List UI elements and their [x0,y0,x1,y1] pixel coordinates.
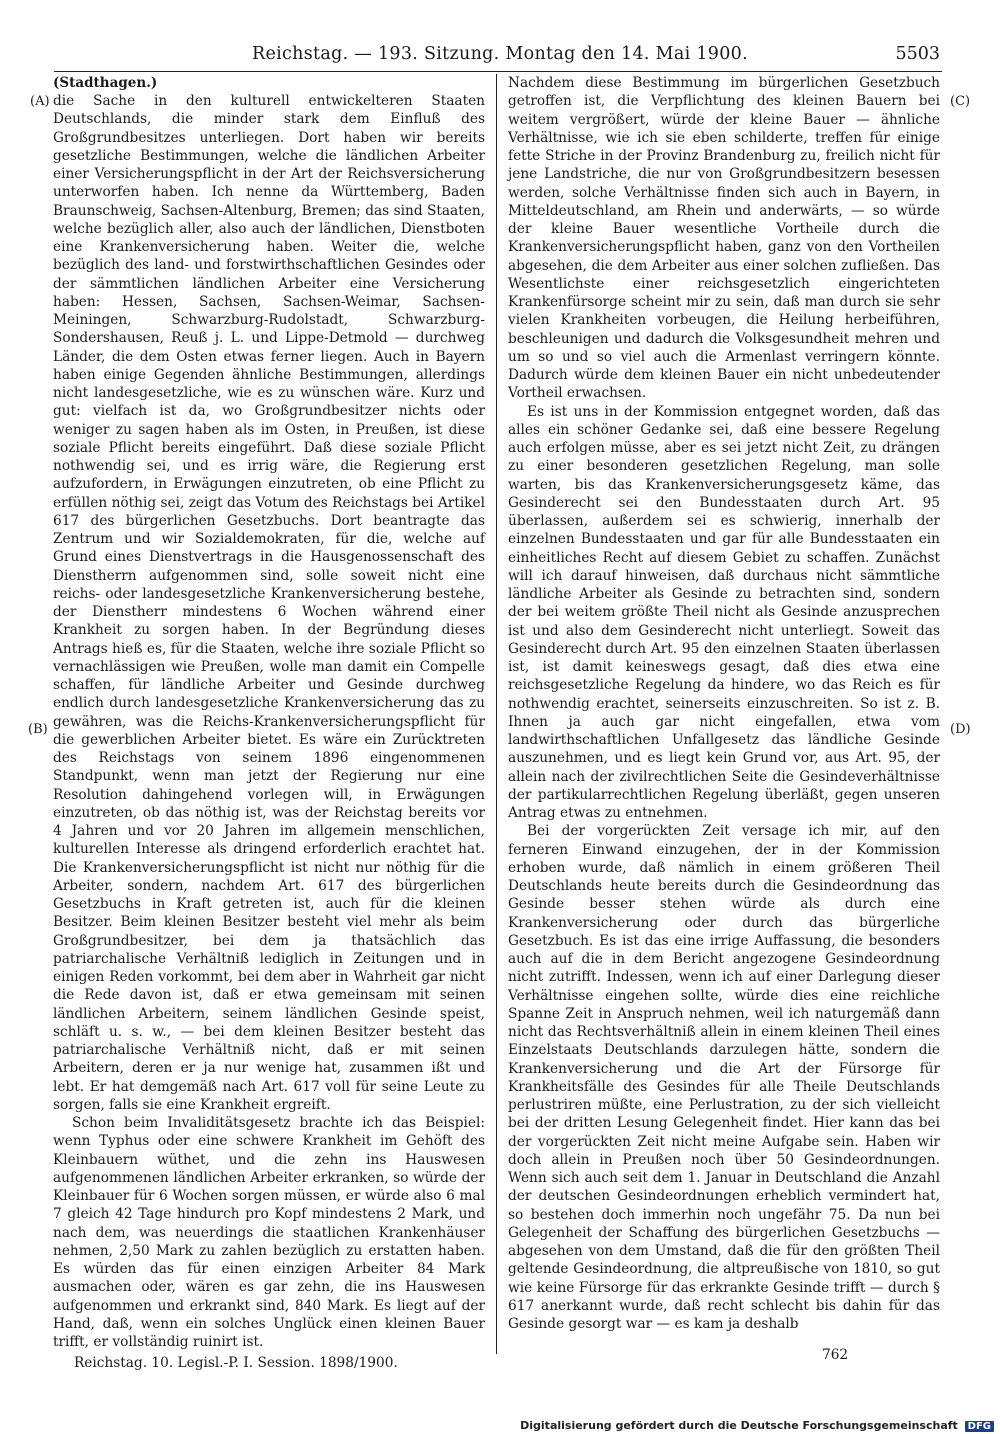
paragraph: die Sache in den kulturell entwickelteren Staaten Deutschlands, die minder stark dem Einfluß des Großgrundbesitzes unterliegen. Dort haben wir bereits gesetzliche Bestimmungen, welche die ländlichen Arbeiter einer Versicherungspflicht in der Art der Reichsversicherung unterworfen haben. Ich nenne da Württemberg, Baden Braunschweig, Sachsen-Altenburg, Bremen; das sind Staaten, welche bezüglich aller, also auch der ländlichen, Dienstboten eine Krankenversicherung haben. Weiter die, welche bezüglich des land- und forstwirthschaftlichen Gesindes oder der sämmtlichen ländlichen Arbeiter eine Versicherung haben: Hessen, Sachsen, Sachsen-Weimar, Sachsen-Meiningen, Schwarzburg-Rudolstadt, Schwarzburg-Sondershausen, Reuß j. L. und Lippe-Detmold — durchweg Länder, die dem Osten etwas ferner liegen. Auch in Bayern haben einige Gegenden ähnliche Bestimmungen, allerdings nicht landesgesetzliche, wie es zu wünschen wäre. Kurz und gut: vielfach ist da, wo Großgrundbesitzer nichts oder weniger zu sagen haben als im Osten, in Preußen, ist diese soziale Pflicht bereits eingeführt. Daß diese soziale Pflicht nothwendig sei, und es irrig wäre, die Regierung erst aufzufordern, in Erwägungen einzutreten, ob eine Pflicht zu erfüllen nöthig sei, zeigt das Votum des Reichstags bei Artikel 617 des bürgerlichen Gesetzbuchs. Dort beantragte das Zentrum und wir Sozialdemokraten, für die, welche auf Grund eines Dienstvertrags in die Hausgenossenschaft des Dienstherrn aufgenommen sind, solle soweit nicht eine reichs- oder landesgesetzliche Krankenversicherung bestehe, der Dienstherr mindestens 6 Wochen während einer Krankheit zu sorgen haben. In der Begründung dieses Antrags hieß es, für die Staaten, welche ihre soziale Pflicht so vernachlässigen wie Preußen, wolle man damit ein Compelle schaffen, für ländliche Arbeiter und Gesinde durchweg endlich durch landesgesetzliche Krankenversicherung das zu gewähren, was die Reichs-Krankenversicherungspflicht für die gewerblichen Arbeiter bietet. Es wäre ein Zurücktreten des Reichstags von seinem 1896 eingenommenen Standpunkt, wenn man jetzt der Regierung nur eine Resolution dahingehend vorlegen will, in Erwägungen einzutreten, ob das nöthig ist, was der Reichstag bereits vor 4 Jahren und vor 20 Jahren im allgemein menschlichen, kulturellen Interesse als dringend erforderlich erachtet hat. Die Krankenversicherungspflicht ist nicht nur nöthig für die Arbeiter, sondern, nachdem Art. 617 des bürgerlichen Gesetzbuchs in Kraft getreten ist, auch für die kleinen Besitzer. Beim kleinen Besitzer besteht viel mehr als beim Großgrundbesitzer, bei dem ja thatsächlich das patriarchalische Verhältniß lediglich in Zeitungen und in einigen Reden vorkommt, bei dem aber in Wahrheit gar nicht die Rede davon ist, daß er etwa gemeinsam mit seinen ländlichen Arbeitern, seinem ländlichen Gesinde speist, schläft u. s. w., — bei dem kleinen Besitzer besteht das patriarchalische Verhältniß nicht, daß er mit seinen Arbeitern, deren er ja nur wenige hat, zusammen ißt und lebt. Er hat demgemäß nach Art. 617 voll für seine Leute zu sorgen, falls sie eine Krankheit ergreift. [53,93,485,1113]
running-title: Reichstag. — 193. Sitzung. Montag den 14. Mai 1900. [252,44,748,64]
footer-page-number: 762 [822,1347,849,1363]
digitization-credit [520,1419,994,1432]
paragraph: Es ist uns in der Kommission entgegnet worden, daß das alles ein schöner Gedanke sei, daß eine bessere Regelung auch erfolgen müsse, aber es sei jetzt nicht Zeit, zu drängen zu einer besonderen gesetzlichen Regelung, man solle warten, bis das Krankenversicherungsgesetz käme, das Gesinderecht sei den Bundesstaaten durch Art. 95 überlassen, außerdem sei es schwierig, innerhalb der einzelnen Bundesstaaten und gar für alle Bundesstaaten ein einheitliches Recht auf diesem Gebiet zu schaffen. Zunächst will ich darauf hinweisen, daß durchaus nicht sämmtliche ländliche Arbeiter als Gesinde zu betrachten sind, sondern der bei weitem größte Theil nicht als Gesinde anzusprechen ist und also dem Gesinderecht nicht unterliegt. Soweit das Gesinderecht durch Art. 95 den einzelnen Staaten überlassen ist, ist damit keineswegs gesagt, daß dies etwa eine reichsgesetzliche Regelung da hindere, wo das Reich es für nothwendig erachtet, seinerseits einzuschreiten. So ist z. B. Ihnen ja auch gar nicht eingefallen, etwa vom landwirthschaftlichen Unfallgesetz das ländliche Gesinde auszunehmen, und es liegt kein Grund vor, aus Art. 95, der allein nach der zivilrechtlichen Seite die Gesindeverhältnisse der partikularrechtlichen Regelung überläßt, gegen unseren Antrag etwas zu entnehmen. [508,403,940,821]
page-header [60,44,940,70]
margin-marker-b: (B) [28,722,48,737]
left-column [53,74,485,1351]
credit-text: Digitalisierung gefördert durch die Deutsche Forschungsgemeinschaft [520,1419,958,1432]
margin-marker-a: (A) [30,94,50,109]
header-rule [54,71,942,72]
margin-marker-c: (C) [950,94,971,109]
paragraph: Schon beim Invaliditätsgesetz brachte ich das Beispiel: wenn Typhus oder eine schwere Krankheit im Gehöft des Kleinbauern wüthet, und die zehn ins Hauswesen aufgenommenen ländlichen Arbeiter erkranken, so würde der Kleinbauer für 6 Wochen sorgen müssen, er würde also 6 mal 7 gleich 42 Tage hindurch pro Kopf mindestens 2 Mark, und nach dem, was neuerdings die staatlichen Krankenhäuser nehmen, 2,50 Mark zu zahlen bezüglich zu erstatten haben. Es würden das für einen einzigen Arbeiter 84 Mark ausmachen oder, wären es gar zehn, die ins Hauswesen aufgenommen und erkrankt sind, 840 Mark. Es liegt auf der Hand, daß, wenn ein solches Unglück einen kleinen Bauer trifft, er vollständig ruinirt ist. [53,1115,485,1350]
dfg-logo: DFG [965,1421,994,1432]
footer-session: Reichstag. 10. Legisl.-P. I. Session. 1898/1900. [74,1355,398,1371]
right-column [508,74,940,1333]
column-divider [496,74,497,1354]
paragraph: Nachdem diese Bestimmung im bürgerlichen Gesetzbuch getroffen ist, die Verpflichtung des kleinen Bauern bei weitem vergrößert, würde der kleine Bauer — ähnliche Verhältnisse, wie ich sie eben schilderte, treffen für einige fette Striche in der Provinz Brandenburg zu, freilich nicht für jene Landstriche, die nur von Großgrundbesitzern besessen werden, solche Verhältnisse finden sich auch in Bayern, in Mitteldeutschland, am Rhein und anderwärts, — so würde der kleine Bauer wesentliche Vortheile durch die Krankenversicherungspflicht haben, ganz von den Vortheilen abgesehen, die dem Arbeiter aus einer solchen zufließen. Das Wesentlichste einer reichsgesetzlich eingerichteten Krankenfürsorge scheint mir zu sein, daß man durch sie sehr vielen Krankheiten vorbeugen, die Heilung herbeiführen, beschleunigen und dadurch die Volksgesundheit mehren und um so und so viel auch die Armenlast verringern könnte. Dadurch würde dem kleinen Bauer ein nicht unbedeutender Vortheil erwachsen. [508,75,940,402]
margin-marker-d: (D) [950,722,971,737]
page-number: 5503 [895,44,940,64]
speaker-name: (Stadthagen.) [53,75,158,91]
paragraph: Bei der vorgerückten Zeit versage ich mir, auf den ferneren Einwand einzugehen, der in der Kommission erhoben wurde, daß nämlich in einem größeren Theil Deutschlands heute bereits durch die Gesindeordnung das Gesinde besser stehen würde als durch eine Krankenversicherung oder durch das bürgerliche Gesetzbuch. Es ist das eine irrige Auffassung, die besonders auch auf die in dem Bericht angezogene Gesindeordnung nicht zutrifft. Indessen, wenn ich auf einer Darlegung dieser Verhältnisse eingehen sollte, würde dies eine reichliche Spanne Zeit in Anspruch nehmen, weil ich naturgemäß dann nicht das Rechtsverhältniß allein in einem kleinen Theil eines Einzelstaats Deutschlands darzulegen hätte, sondern die Krankenversicherung und die Art der Fürsorge für Krankheitsfälle des Gesindes für alle Theile Deutschlands perlustriren müßte, eine Perlustration, zu der sich vielleicht bei der dritten Lesung Gelegenheit findet. Hier kann das bei der vorgerückten Zeit nicht meine Aufgabe sein. Haben wir doch allein in Preußen noch über 50 Gesindeordnungen. Wenn sich auch seit dem 1. Januar in Deutschland die Anzahl der deutschen Gesindeordnungen erheblich vermindert hat, so bestehen doch immerhin noch ungefähr 75. Da nun bei Gelegenheit der Schaffung des bürgerlichen Gesetzbuchs — abgesehen von dem Umstand, daß die für den größten Theil geltende Gesindeordnung, die altpreußische von 1810, so gut wie keine Fürsorge für das erkrankte Gesinde trifft — durch § 617 anerkannt wurde, daß recht schlecht bis dahin für das Gesinde gesorgt war — es kam ja deshalb [508,823,940,1332]
